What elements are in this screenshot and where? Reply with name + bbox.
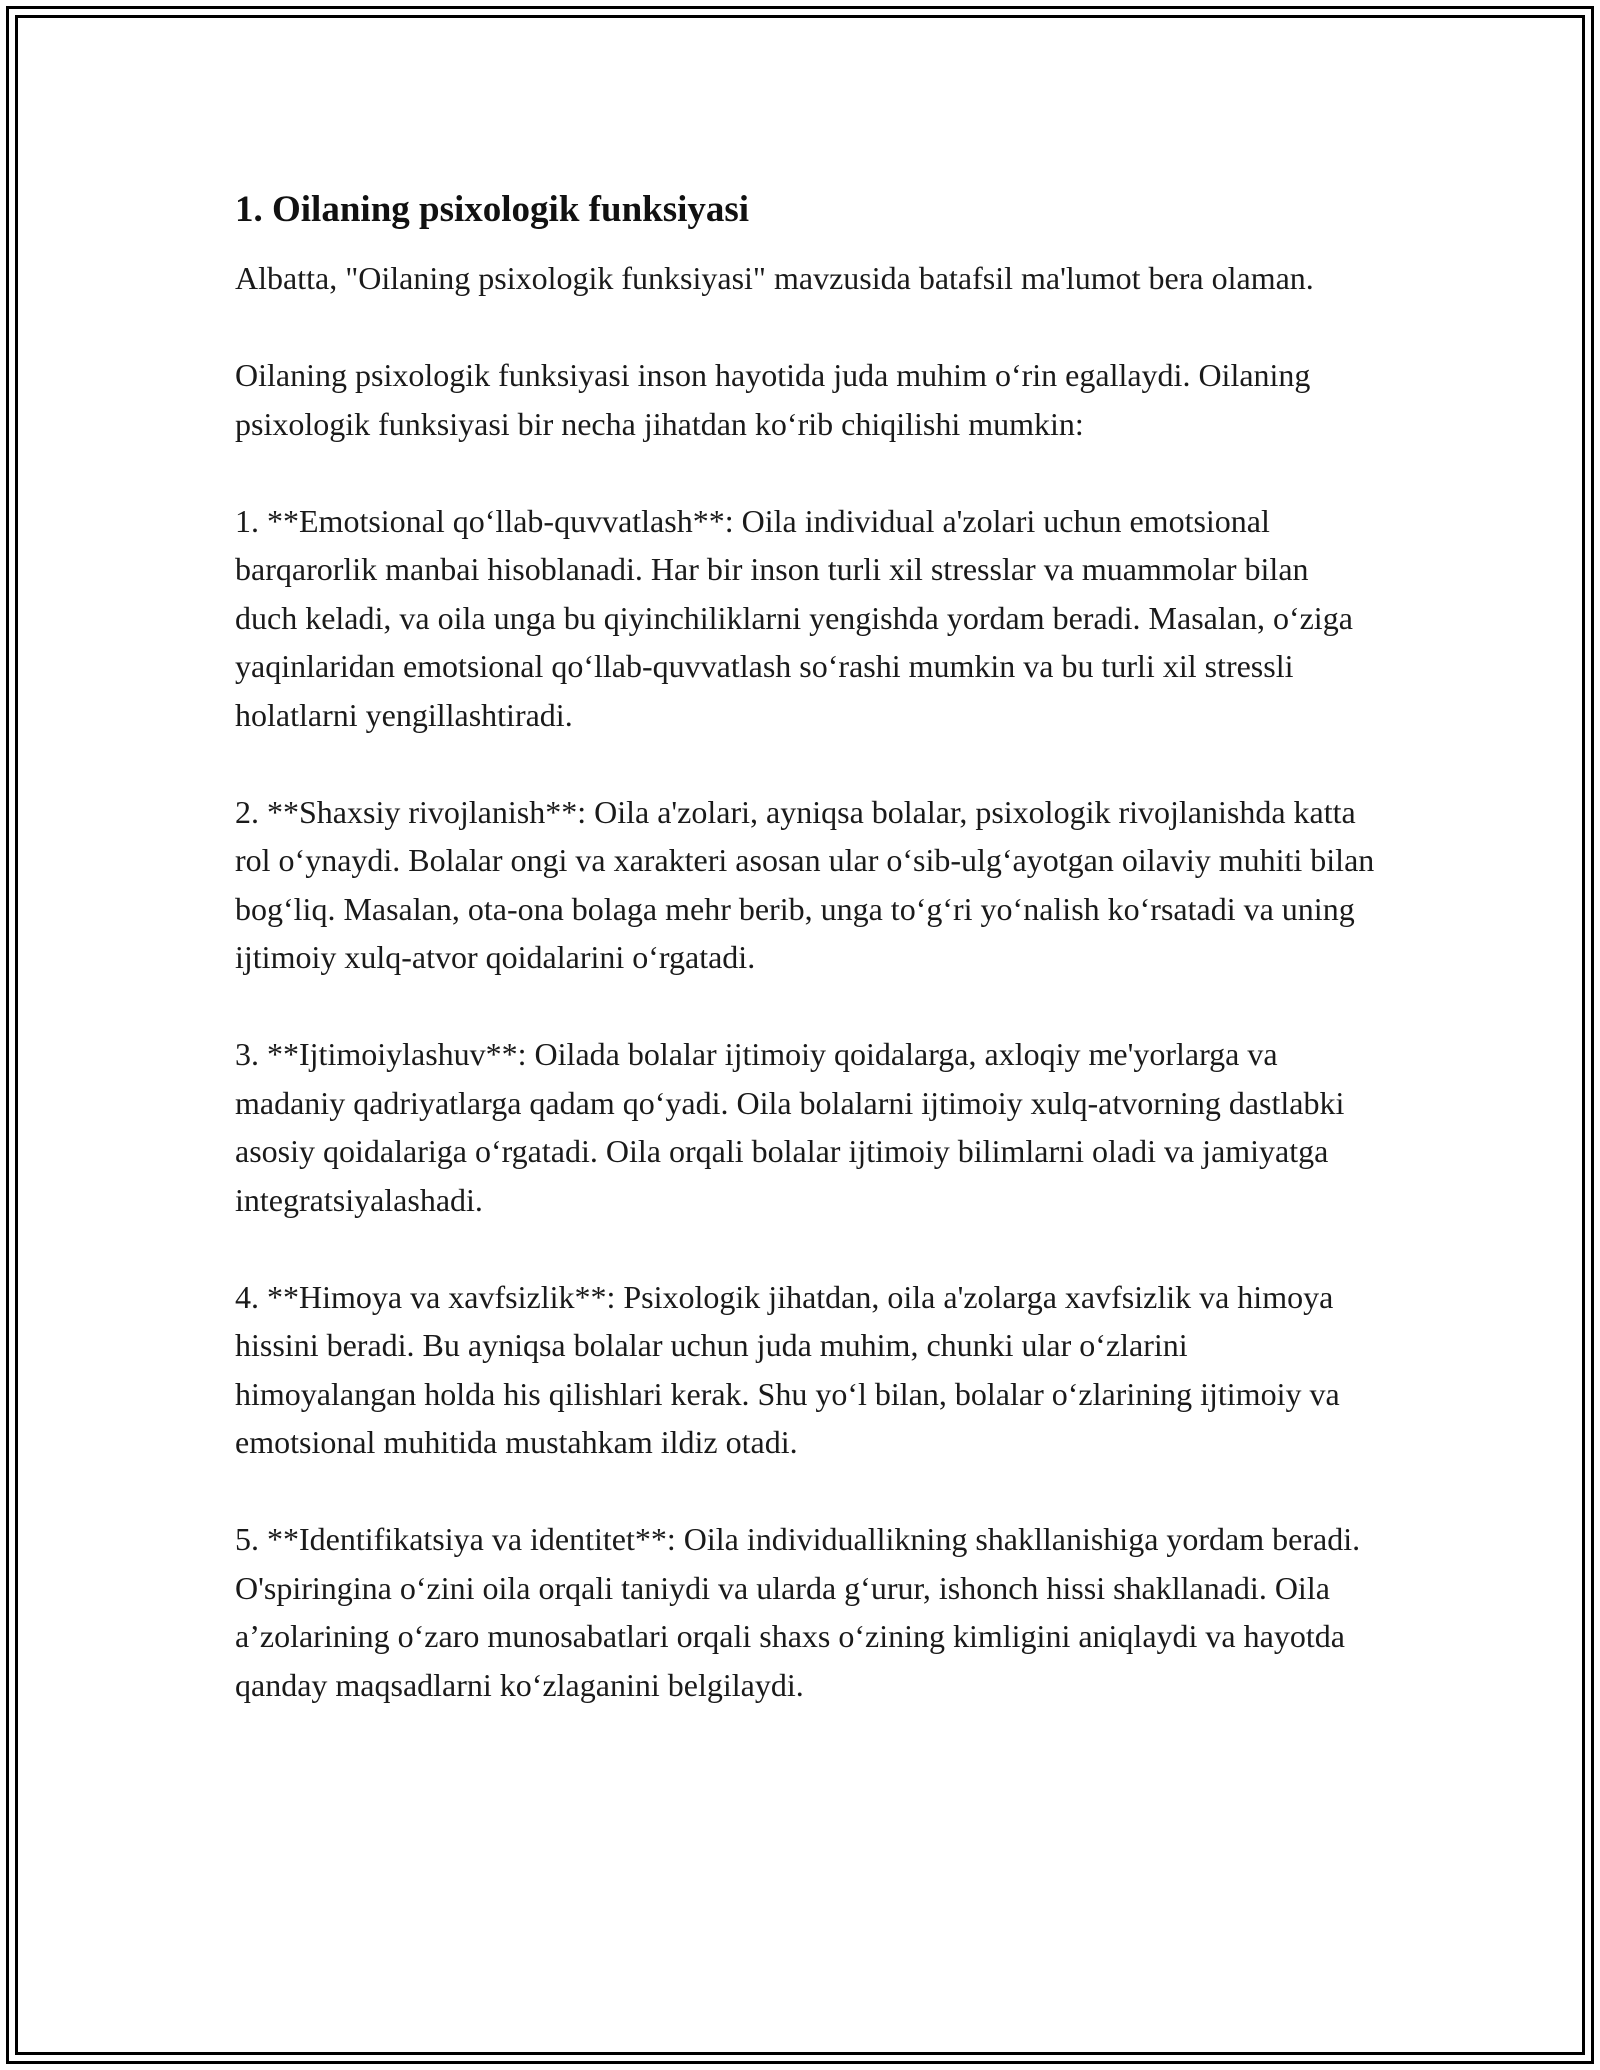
paragraph-intro: Albatta, "Oilaning psixologik funksiyasi" mavzusida batafsil ma'lumot bera olaman. [235, 260, 1314, 296]
paragraph-protection-safety: 4. **Himoya va xavfsizlik**: Psixologik jihatdan, oila a'zolarga xavfsizlik va himoya hissini beradi. Bu ayniqsa bolalar uchun juda muhim, chunki ular o‘zlarini himoyalangan holda his qilishlari kerak. Shu yo‘l bilan, bolalar o‘zlarining ijtimoiy va emotsional muhitida mustahkam ildiz otadi. [235, 1278, 1340, 1460]
paragraph-emotional-support: 1. **Emotsional qo‘llab-quvvatlash**: Oila individual a'zolari uchun emotsional barqarorlik manbai hisoblanadi. Har bir inson turli xil stresslar va muammolar bilan duch keladi, va oila unga bu qiyinchiliklarni yengishda yordam beradi. Masalan, o‘ziga yaqinlaridan emotsional qo‘llab-quvvatlash so‘rashi mumkin va bu turli xil stressli holatlarni yengillashtiradi. [235, 502, 1353, 733]
paragraph-personal-development: 2. **Shaxsiy rivojlanish**: Oila a'zolari, ayniqsa bolalar, psixologik rivojlanishda katta rol o‘ynaydi. Bolalar ongi va xarakteri asosan ular o‘sib-ulg‘ayotgan oilaviy muhiti bilan bog‘liq. Masalan, ota-ona bolaga mehr berib, unga to‘g‘ri yo‘nalish ko‘rsatadi va uning ijtimoiy xulq-atvor qoidalarini o‘rgatadi. [235, 793, 1375, 975]
document-body [235, 186, 1375, 1758]
paragraph-identity: 5. **Identifikatsiya va identitet**: Oila individuallikning shakllanishiga yordam beradi. O'spiringina o‘zini oila orqali taniydi va ularda g‘urur, ishonch hissi shakllanadi. Oila a’zolarining o‘zaro munosabatlari orqali shaxs o‘zining kimligini aniqlaydi va hayotda qanday maqsadlarni ko‘zlaganini belgilaydi. [235, 1521, 1361, 1703]
paragraph-socialization: 3. **Ijtimoiylashuv**: Oilada bolalar ijtimoiy qoidalarga, axloqiy me'yorlarga va madaniy qadriyatlarga qadam qo‘yadi. Oila bolalarni ijtimoiy xulq-atvorning dastlabki asosiy qoidalariga o‘rgatadi. Oila orqali bolalar ijtimoiy bilimlarni oladi va jamiyatga integratsiyalashadi. [235, 1036, 1345, 1218]
paragraph-overview: Oilaning psixologik funksiyasi inson hayotida juda muhim o‘rin egallaydi. Oilaning psixologik funksiyasi bir necha jihatdan ko‘rib chiqilishi mumkin: [235, 357, 1311, 442]
document-title: 1. Oilaning psixologik funksiyasi [235, 189, 750, 230]
